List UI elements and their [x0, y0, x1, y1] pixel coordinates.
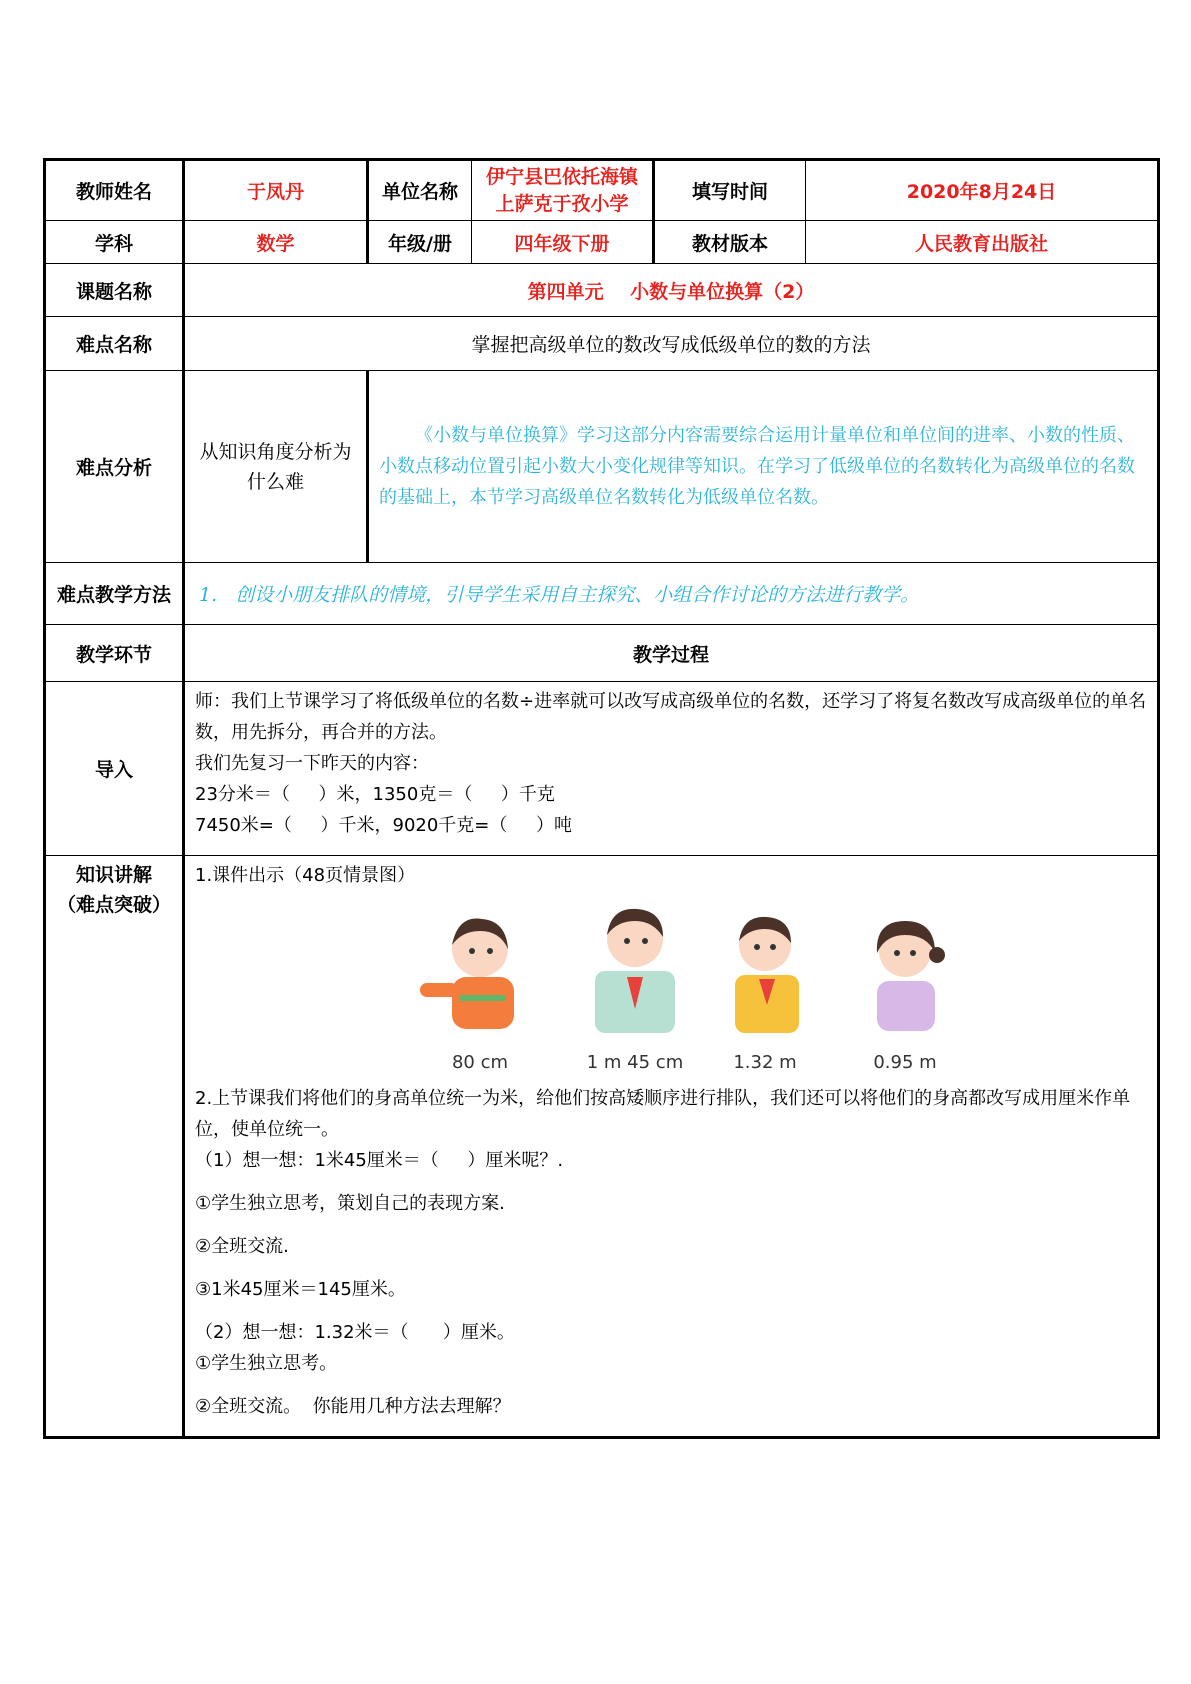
- child-height-1: 80 cm: [451, 1052, 509, 1073]
- topic-label: 课题名称: [45, 264, 184, 317]
- analysis-sublabel-line1: 从知识角度分析为: [199, 440, 352, 463]
- intro-line-1: 师：我们上节课学习了将低级单位的名数÷进率就可以改写成高级单位的名数，还学习了将复名数改写成高级单位的单名数，用先拆分，再合并的方法。: [195, 691, 1147, 743]
- q1-step-3: ③1米45厘米＝145厘米。: [195, 1279, 406, 1300]
- q1-step-2: ②全班交流.: [195, 1236, 289, 1257]
- height-scene-figure: [195, 899, 1147, 1079]
- unit-name: [472, 160, 654, 221]
- q2-step-1: ①学生独立思考。: [195, 1353, 338, 1374]
- grade-value: 四年级下册: [472, 221, 654, 264]
- difficulty-value: 掌握把高级单位的数改写成低级单位的数的方法: [184, 317, 1159, 371]
- method-value: 1. 创设小朋友排队的情境，引导学生采用自主探究、小组合作讨论的方法进行教学。: [184, 563, 1159, 625]
- q1-step-1: ①学生独立思考，策划自己的表现方案.: [195, 1193, 505, 1214]
- intro-content: [184, 682, 1159, 856]
- teacher-name: 于凤丹: [184, 160, 368, 221]
- child-figure-1: [410, 899, 550, 1049]
- grade-label: 年级/册: [368, 221, 472, 264]
- teacher-label: 教师姓名: [45, 160, 184, 221]
- intro-label: 导入: [45, 682, 184, 856]
- intro-line-2: 我们先复习一下昨天的内容：: [195, 753, 429, 774]
- analysis-sublabel-line2: 什么难: [246, 470, 304, 493]
- date-value: 2020年8月24日: [806, 160, 1159, 221]
- child-figure-3: [695, 899, 835, 1049]
- unit-name-line2: 上萨克于孜小学: [495, 192, 629, 215]
- knowledge-label: [45, 856, 184, 1438]
- analysis-label: 难点分析: [45, 371, 184, 563]
- lesson-table: [43, 158, 1160, 1439]
- q2-step-2: ②全班交流。 你能用几种方法去理解？: [195, 1396, 511, 1417]
- child-height-4: 0.95 m: [873, 1052, 937, 1073]
- process-value: 教学过程: [184, 625, 1159, 682]
- intro-line-4: 7450米=（ ）千米，9020千克=（ ）吨: [195, 815, 572, 836]
- child-height-2: 1 m 45 cm: [586, 1052, 684, 1073]
- difficulty-label: 难点名称: [45, 317, 184, 371]
- subject-value: 数学: [184, 221, 368, 264]
- child-figure-4: [835, 899, 975, 1049]
- subject-label: 学科: [45, 221, 184, 264]
- question-1: （1）想一想：1米45厘米＝（ ）厘米呢？.: [195, 1150, 564, 1171]
- unit-name-line1: 伊宁县巴依托海镇: [485, 165, 638, 188]
- date-label: 填写时间: [654, 160, 806, 221]
- question-2: （2）想一想：1.32米＝（ ）厘米。: [195, 1322, 515, 1343]
- edition-label: 教材版本: [654, 221, 806, 264]
- unit-label: 单位名称: [368, 160, 472, 221]
- intro-line-3: 23分米＝（ ）米，1350克＝（ ）千克: [195, 784, 555, 805]
- topic-value: 第四单元 小数与单位换算（2）: [184, 264, 1159, 317]
- analysis-sublabel: [184, 371, 368, 563]
- method-label: 难点教学方法: [45, 563, 184, 625]
- knowledge-para2: 2.上节课我们将他们的身高单位统一为米，给他们按高矮顺序进行排队，我们还可以将他们的身高都改写成用厘米作单位，使单位统一。: [195, 1088, 1131, 1140]
- child-figure-2: [565, 899, 705, 1049]
- edition-value: 人民教育出版社: [806, 221, 1159, 264]
- child-height-3: 1.32 m: [733, 1052, 797, 1073]
- knowledge-label-line1: 知识讲解: [75, 864, 152, 886]
- process-label: 教学环节: [45, 625, 184, 682]
- courseware-line: 1.课件出示（48页情景图）: [195, 865, 416, 886]
- knowledge-label-line2: （难点突破）: [56, 894, 171, 916]
- knowledge-content: [184, 856, 1159, 1438]
- analysis-text: 《小数与单位换算》学习这部分内容需要综合运用计量单位和单位间的进率、小数的性质、小数点移动位置引起小数大小变化规律等知识。在学习了低级单位的名数转化为高级单位的名数的基础上，本节学习高级单位名数转化为低级单位名数。: [368, 371, 1159, 563]
